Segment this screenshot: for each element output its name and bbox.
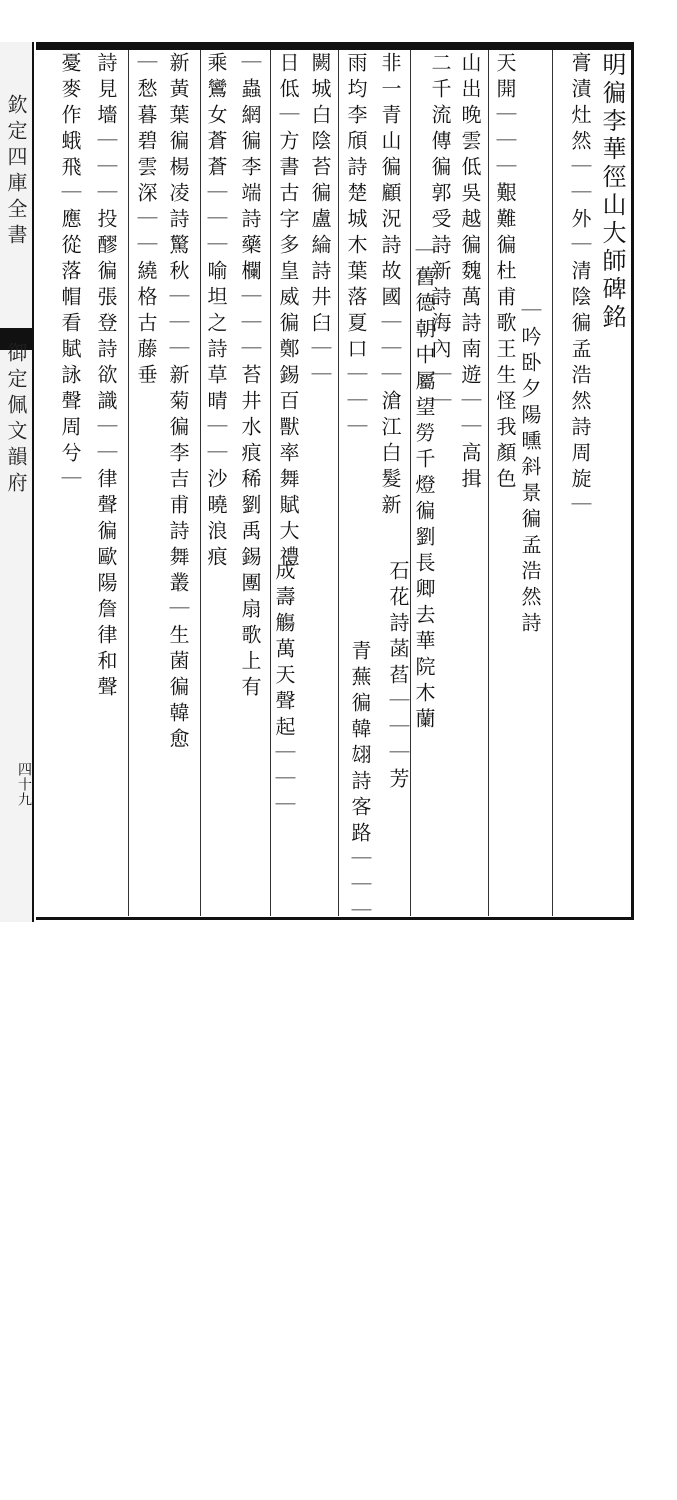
edge-title-bottom: 御定佩文韻府 — [4, 342, 28, 498]
edge-title-top: 欽定四庫全書 — [4, 94, 28, 250]
text-column-7: ｜舊德朝中屬望勞千燈徧劉長卿去華院木蘭 — [412, 240, 436, 734]
text-column-6: 二千流傳徧郭受詩新詩海內｜｜ — [428, 52, 452, 416]
text-column-4: 天開｜｜｜艱難徧杜甫歌王生怪我顏色 — [493, 52, 517, 494]
column-rule — [410, 50, 411, 916]
page-number: 四十九 — [16, 762, 32, 807]
text-column-15: ｜蟲網徧李端詩藥欄｜｜｜苔井水痕稀劉禹錫團扇歌上有 — [238, 52, 262, 702]
text-column-3: ｜吟卧夕陽曛斜景徧孟浩然詩 — [518, 300, 542, 638]
text-column-20: 憂麥作蛾飛｜應從落帽看賦詠聲周兮｜ — [58, 52, 82, 494]
text-column-14: 成壽觴萬天聲起｜｜｜ — [272, 560, 296, 820]
column-rule — [128, 50, 129, 916]
text-column-9: 非一青山徧顧況詩故國｜｜｜滄江白髮新 — [378, 52, 402, 520]
text-column-16: 乘鸞女蒼蒼｜｜｜喻坦之詩草晴｜｜沙曉浪痕 — [204, 52, 228, 572]
text-column-13: 日低｜方書古字多皇威徧鄭錫百獸率舞賦大禮 — [276, 52, 300, 572]
text-column-5: 山出晚雲低吳越徧魏萬詩南遊｜｜高揖 — [458, 52, 482, 494]
text-column-8: 石花詩菡萏｜｜｜芳 — [386, 560, 410, 794]
text-column-11: 青蕪徧韓翃詩客路｜｜｜ — [348, 640, 372, 926]
text-column-2: 膏漬灶然｜｜外｜清陰徧孟浩然詩周旋｜ — [568, 52, 592, 520]
text-column-19: 詩見墻｜｜｜投醪徧張登詩欲識｜｜律聲徧歐陽詹律和聲 — [94, 52, 118, 702]
column-rule — [338, 50, 339, 916]
text-column-18: ｜愁暮碧雲深｜｜繞格古藤垂 — [134, 52, 158, 390]
text-column-17: 新黃葉徧楊凌詩驚秋｜｜｜新菊徧李吉甫詩舞叢｜生菌徧韓愈 — [166, 52, 190, 754]
column-rule — [552, 50, 553, 916]
page-edge-margin — [0, 42, 34, 922]
text-column-1: 明徧李華徑山大師碑銘 — [598, 52, 626, 332]
text-frame — [36, 42, 634, 920]
column-rule — [200, 50, 201, 916]
column-rule — [488, 50, 489, 916]
text-column-10: 雨均李頎詩楚城木葉落夏口｜｜｜ — [344, 52, 368, 442]
column-rule — [270, 50, 271, 916]
text-column-12: 闕城白陰苔徧盧綸詩井臼｜｜ — [308, 52, 332, 390]
